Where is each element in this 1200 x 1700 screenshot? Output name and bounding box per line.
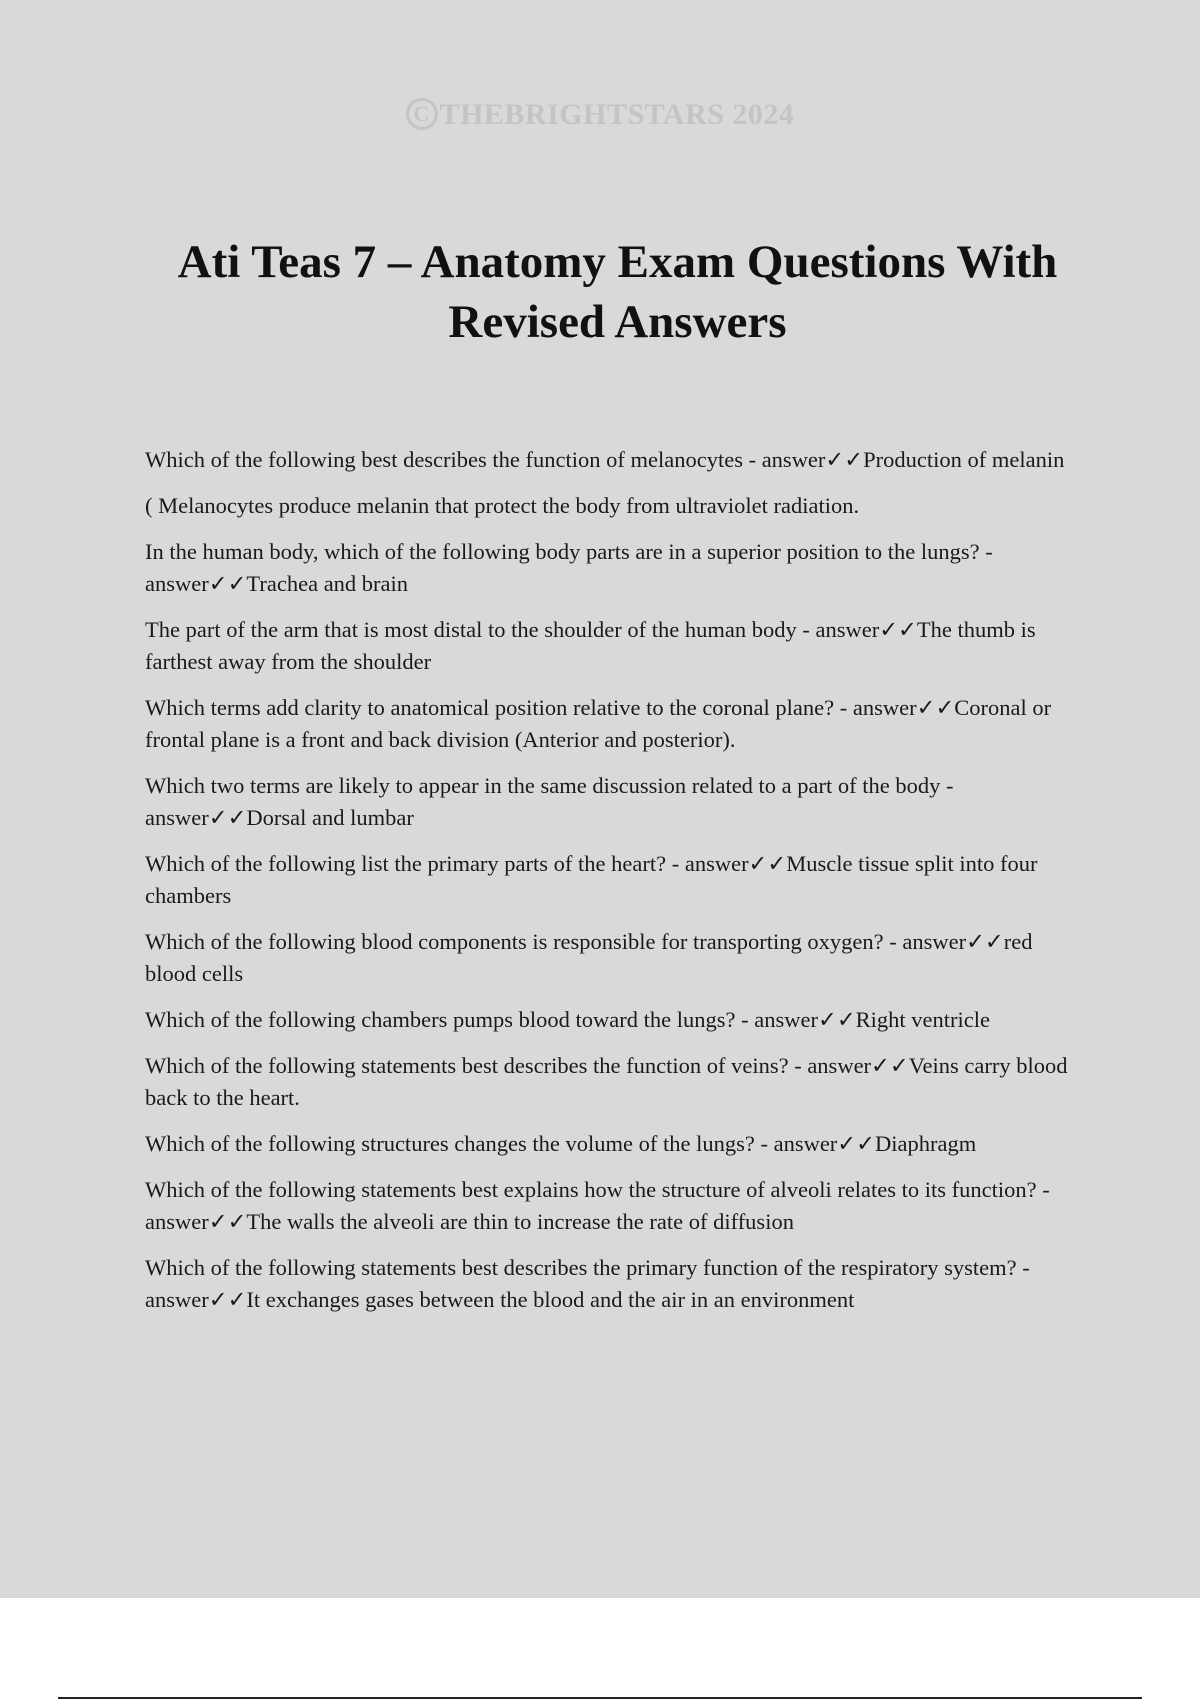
question-answer-list [145,444,1085,1330]
qa-item: Which of the following statements best describes the function of veins? - answer✓✓Veins carry blood back to the heart. [145,1053,1068,1110]
qa-item: The part of the arm that is most distal to the shoulder of the human body - answer✓✓The thumb is farthest away from the shoulder [145,617,1036,674]
qa-item: Which of the following best describes the function of melanocytes - answer✓✓Production of melanin [145,447,1065,472]
qa-item: Which of the following statements best explains how the structure of alveoli relates to its function? - answer✓✓The walls the alveoli are thin to increase the rate of diffusion [145,1177,1050,1234]
watermark-text: THEBRIGHTSTARS 2024 [439,98,795,131]
document-title: Ati Teas 7 – Anatomy Exam Questions With Revised Answers [177,236,1058,348]
copyright-watermark [0,98,1200,133]
qa-item: Which of the following list the primary parts of the heart? - answer✓✓Muscle tissue split into four chambers [145,851,1038,908]
copyright-icon: C [406,98,438,130]
qa-item: Which of the following chambers pumps blood toward the lungs? - answer✓✓Right ventricle [145,1007,991,1032]
qa-item: Which of the following structures changes the volume of the lungs? - answer✓✓Diaphragm [145,1131,977,1156]
footer-divider [58,1697,1142,1699]
qa-item: Which of the following blood components is responsible for transporting oxygen? - answer✓✓red blood cells [145,929,1033,986]
qa-item: In the human body, which of the following body parts are in a superior position to the lungs? - answer✓✓Trachea and brain [145,539,993,596]
qa-item: ( Melanocytes produce melanin that protect the body from ultraviolet radiation. [145,493,860,518]
qa-item: Which of the following statements best describes the primary function of the respiratory system? - answer✓✓It exchanges gases between the blood and the air in an environment [145,1255,1030,1312]
qa-item: Which terms add clarity to anatomical position relative to the coronal plane? - answer✓✓Coronal or frontal plane is a front and back division (Anterior and posterior). [145,695,1052,752]
qa-item: Which two terms are likely to appear in the same discussion related to a part of the body - answer✓✓Dorsal and lumbar [145,773,954,830]
